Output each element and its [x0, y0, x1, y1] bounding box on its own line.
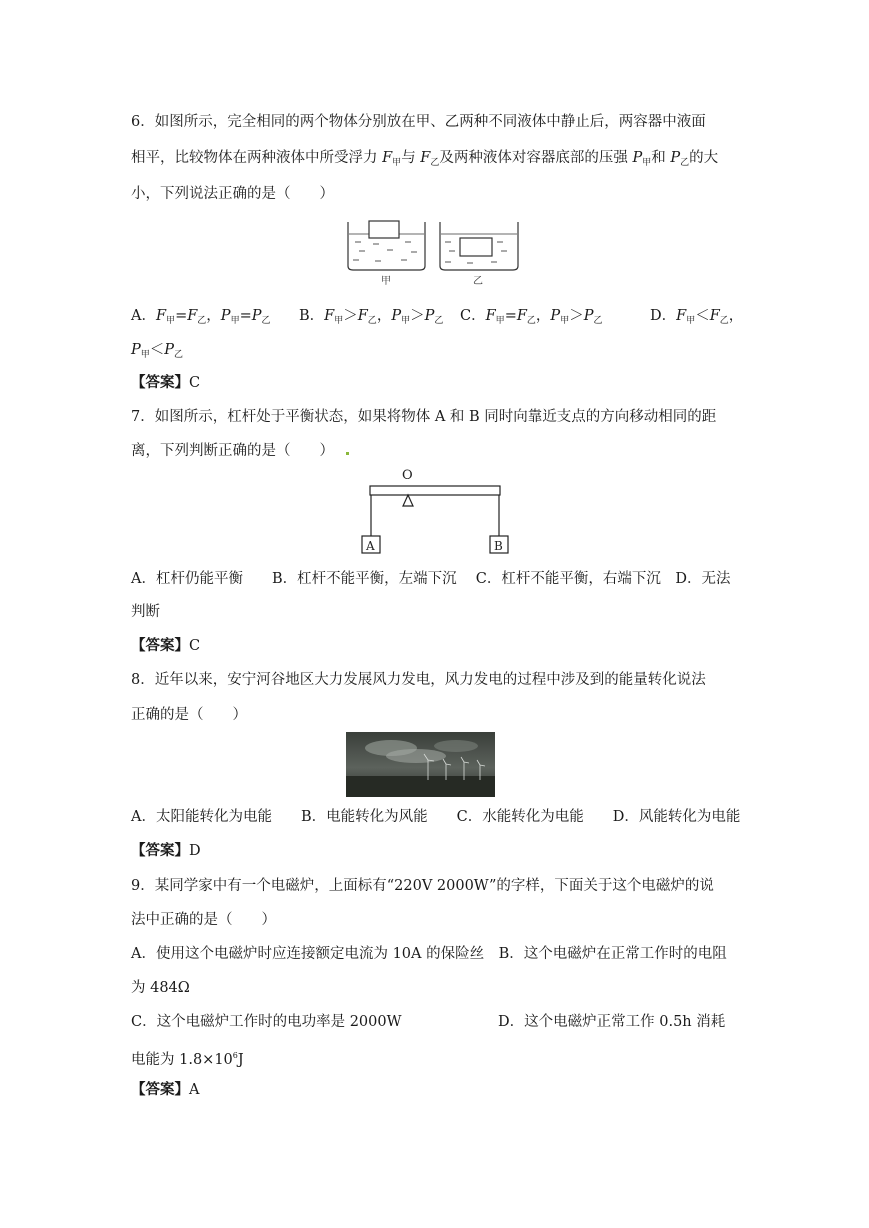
q6-stem-line1: 6．如图所示，完全相同的两个物体分别放在甲、乙两种不同液体中静止后，两容器中液面 [131, 114, 706, 130]
q6-stem-line2: 相平，比较物体在两种液体中所受浮力 $F_甲$与 $F_乙$及两种液体对容器底部的压强 $P_甲$和 $P_乙$的大 [131, 150, 719, 168]
q7-answer: 【答案】C [131, 637, 201, 654]
stray-mark [346, 452, 349, 455]
q9-option-b-cont: 为 484Ω [131, 980, 190, 996]
wind-farm-photo [346, 732, 495, 797]
container-yi [440, 222, 518, 270]
q9-option-d[interactable]: D．这个电磁炉正常工作 0.5h 消耗 [498, 1014, 726, 1030]
q9-stem-line1: 9．某同学家中有一个电磁炉，上面标有“220V 2000W”的字样，下面关于这个电磁炉的说 [131, 878, 714, 894]
q6-stem-line3: 小，下列说法正确的是（ ） [131, 186, 334, 202]
q9-option-d-cont: 电能为 $1.8\times 10^6J$ [131, 1051, 244, 1068]
q7-lever-figure [358, 466, 513, 556]
q6-option-d-cont: $P_甲<P_乙$ [131, 342, 184, 360]
q7-options-line2: 判断 [131, 604, 160, 620]
q6-option-c[interactable]: C．$F_甲=F_乙$，$P_甲>P_乙$ [460, 308, 603, 326]
q6-containers-figure [345, 218, 525, 286]
fig-label-jia: 甲 [381, 276, 391, 286]
q6-option-d[interactable]: D．$F_甲<F_乙$， [650, 308, 744, 326]
lever-bar [370, 486, 500, 495]
q9-options-ab[interactable]: A．使用这个电磁炉时应连接额定电流为 10A 的保险丝 B．这个电磁炉在正常工作时的电阻 [131, 946, 727, 962]
q9-stem-line2: 法中正确的是（ ） [131, 912, 276, 928]
fig-label-yi: 乙 [473, 276, 483, 286]
fulcrum-triangle [403, 495, 413, 506]
q6-option-b[interactable]: B．$F_甲>F_乙$，$P_甲>P_乙$ [299, 308, 444, 326]
q9-option-c[interactable]: C．这个电磁炉工作时的电功率是 2000W [131, 1014, 402, 1030]
object-b-label: B [494, 539, 503, 553]
q7-options-line1[interactable]: A．杠杆仍能平衡 B．杠杆不能平衡，左端下沉 C．杠杆不能平衡，右端下沉 D．无法 [131, 571, 731, 587]
pivot-label-o: O [402, 468, 413, 483]
q8-stem-line1: 8．近年以来，安宁河谷地区大力发展风力发电，风力发电的过程中涉及到的能量转化说法 [131, 672, 706, 688]
q7-stem-line2: 离，下列判断正确的是（ ） [131, 443, 334, 459]
q9-answer: 【答案】A [131, 1081, 200, 1098]
q6-option-a[interactable]: A．$F_甲=F_乙$，$P_甲=P_乙$ [131, 308, 271, 326]
q6-answer: 【答案】C [131, 374, 201, 391]
q8-answer: 【答案】D [131, 842, 201, 859]
object-a-label: A [366, 539, 375, 553]
q8-stem-line2: 正确的是（ ） [131, 707, 247, 723]
q8-options[interactable]: A．太阳能转化为电能 B．电能转化为风能 C．水能转化为电能 D．风能转化为电能 [131, 809, 741, 825]
q7-stem-line1: 7．如图所示，杠杆处于平衡状态，如果将物体 A 和 B 同时向靠近支点的方向移动相同的距 [131, 409, 717, 425]
container-jia [348, 221, 425, 270]
